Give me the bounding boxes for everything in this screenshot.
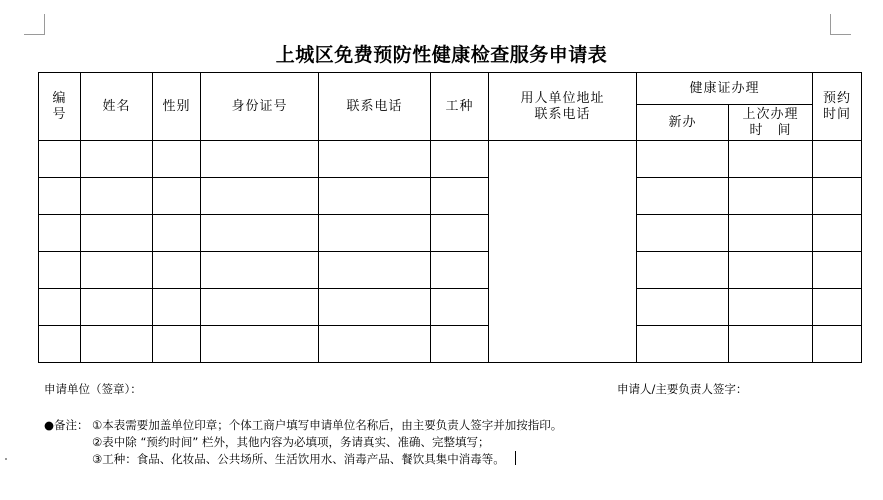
cell-gender[interactable] xyxy=(153,289,201,326)
cell-new-issue[interactable] xyxy=(637,178,729,215)
cell-appointment[interactable] xyxy=(813,289,862,326)
cell-id-number[interactable] xyxy=(201,215,319,252)
header-job-type: 工种 xyxy=(431,73,489,141)
cell-name[interactable] xyxy=(81,178,153,215)
cell-no[interactable] xyxy=(39,289,81,326)
header-appointment: 预约 时间 xyxy=(813,73,862,141)
cell-gender[interactable] xyxy=(153,141,201,178)
table-row xyxy=(39,289,862,326)
cell-phone[interactable] xyxy=(319,289,431,326)
cell-last-issue[interactable] xyxy=(729,215,813,252)
cell-phone[interactable] xyxy=(319,178,431,215)
cell-gender[interactable] xyxy=(153,252,201,289)
cell-phone[interactable] xyxy=(319,326,431,363)
header-last-issue: 上次办理 时 间 xyxy=(729,105,813,141)
cell-id-number[interactable] xyxy=(201,326,319,363)
header-gender: 性别 xyxy=(153,73,201,141)
cell-job-type[interactable] xyxy=(431,215,489,252)
table-row xyxy=(39,215,862,252)
cell-job-type[interactable] xyxy=(431,141,489,178)
crop-mark-top-left xyxy=(24,14,45,35)
text-cursor xyxy=(515,451,516,465)
cell-phone[interactable] xyxy=(319,252,431,289)
header-employer: 用人单位地址 联系电话 xyxy=(489,73,637,141)
table-row xyxy=(39,178,862,215)
crop-mark-top-right xyxy=(830,14,851,35)
notes-label: ●备注： xyxy=(44,418,89,432)
header-phone: 联系电话 xyxy=(319,73,431,141)
table-row xyxy=(39,326,862,363)
cell-gender[interactable] xyxy=(153,178,201,215)
header-no: 编 号 xyxy=(39,73,81,141)
table-row xyxy=(39,141,862,178)
cell-appointment[interactable] xyxy=(813,326,862,363)
cell-appointment[interactable] xyxy=(813,141,862,178)
cell-last-issue[interactable] xyxy=(729,289,813,326)
cell-job-type[interactable] xyxy=(431,178,489,215)
cell-job-type[interactable] xyxy=(431,326,489,363)
note-item: ③工种：食品、化妆品、公共场所、生活饮用水、消毒产品、餐饮具集中消毒等。 xyxy=(92,452,505,466)
cell-name[interactable] xyxy=(81,141,153,178)
cell-new-issue[interactable] xyxy=(637,289,729,326)
cell-name[interactable] xyxy=(81,326,153,363)
cell-no[interactable] xyxy=(39,141,81,178)
cell-last-issue[interactable] xyxy=(729,178,813,215)
header-id-number: 身份证号 xyxy=(201,73,319,141)
cell-appointment[interactable] xyxy=(813,252,862,289)
cell-new-issue[interactable] xyxy=(637,326,729,363)
cell-phone[interactable] xyxy=(319,141,431,178)
note-item: ①本表需要加盖单位印章；个体工商户填写申请单位名称后，由主要负责人签字并加按指印。 xyxy=(92,418,563,432)
cell-id-number[interactable] xyxy=(201,252,319,289)
margin-marker xyxy=(5,458,7,460)
cell-phone[interactable] xyxy=(319,215,431,252)
cell-no[interactable] xyxy=(39,326,81,363)
cell-id-number[interactable] xyxy=(201,289,319,326)
applicant-signature-label: 申请人/主要负责人签字： xyxy=(617,382,748,396)
cell-job-type[interactable] xyxy=(431,252,489,289)
cell-no[interactable] xyxy=(39,178,81,215)
cell-gender[interactable] xyxy=(153,215,201,252)
cell-no[interactable] xyxy=(39,252,81,289)
cell-name[interactable] xyxy=(81,289,153,326)
cell-new-issue[interactable] xyxy=(637,141,729,178)
document-title: 上城区免费预防性健康检查服务申请表 xyxy=(275,44,608,66)
cell-last-issue[interactable] xyxy=(729,326,813,363)
cell-gender[interactable] xyxy=(153,326,201,363)
cell-appointment[interactable] xyxy=(813,215,862,252)
note-item: ②表中除 “预约时间” 栏外，其他内容为必填项，务请真实、准确、完整填写； xyxy=(92,435,490,449)
cell-no[interactable] xyxy=(39,215,81,252)
cell-appointment[interactable] xyxy=(813,178,862,215)
cell-job-type[interactable] xyxy=(431,289,489,326)
application-table xyxy=(38,72,862,363)
header-new-issue: 新办 xyxy=(637,105,729,141)
header-health-cert: 健康证办理 xyxy=(637,73,813,105)
table-row xyxy=(39,252,862,289)
applicant-unit-signature-label: 申请单位（签章）： xyxy=(44,382,142,396)
header-name: 姓名 xyxy=(81,73,153,141)
notes-section xyxy=(44,417,562,468)
cell-name[interactable] xyxy=(81,215,153,252)
cell-new-issue[interactable] xyxy=(637,252,729,289)
cell-last-issue[interactable] xyxy=(729,252,813,289)
cell-id-number[interactable] xyxy=(201,178,319,215)
cell-name[interactable] xyxy=(81,252,153,289)
cell-id-number[interactable] xyxy=(201,141,319,178)
cell-employer[interactable] xyxy=(489,141,637,363)
cell-new-issue[interactable] xyxy=(637,215,729,252)
cell-last-issue[interactable] xyxy=(729,141,813,178)
